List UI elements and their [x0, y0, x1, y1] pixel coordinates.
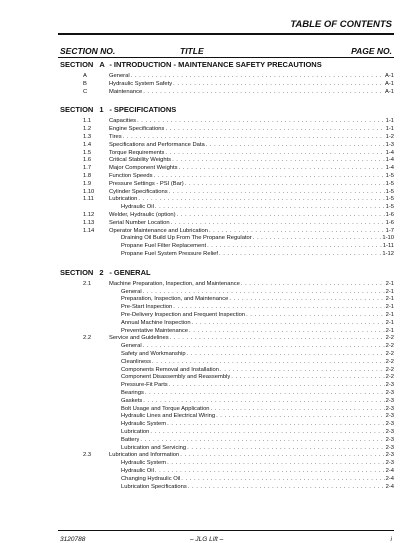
toc-entry[interactable]: [0, 389, 394, 397]
toc-entry-page: 2-2: [385, 335, 394, 342]
toc-entry-page: 2-3: [385, 405, 394, 412]
toc-entry-page: 1-4: [385, 157, 394, 164]
toc-entry-title: Pre-Start Inspection: [121, 304, 173, 311]
toc-entry[interactable]: [0, 327, 394, 335]
dot-leader: [211, 405, 385, 413]
toc-entry-title: Specifications and Performance Data: [109, 141, 205, 148]
toc-entry[interactable]: [0, 117, 394, 125]
toc-entry-title: Machine Preparation, Inspection, and Maintenance: [109, 280, 240, 287]
toc-entry[interactable]: [0, 428, 394, 436]
toc-entry[interactable]: [0, 156, 394, 164]
toc-entry-page: 1-4: [385, 149, 394, 156]
toc-entry-number: 2.3: [83, 452, 92, 459]
toc-entry[interactable]: [0, 303, 394, 311]
toc-entry-title: Draining Oil Build Up From The Propane Regulator: [121, 235, 252, 242]
dot-leader: [131, 72, 384, 80]
section-title: - GENERAL: [109, 267, 151, 277]
toc-entry-title: General: [109, 73, 130, 79]
dot-leader: [143, 288, 385, 296]
section-number: 2: [99, 267, 104, 277]
footer-center-text: – JLG Lift –: [190, 536, 224, 543]
toc-entry-title: Torque Requirements: [109, 149, 165, 156]
toc-entry-page: 2-3: [385, 413, 394, 420]
dot-leader: [165, 149, 384, 157]
toc-entry-title: Welder, Hydraulic (option): [109, 212, 176, 218]
toc-entry-title: Battery: [121, 436, 140, 443]
toc-entry[interactable]: [0, 475, 394, 483]
footer-page-number: i: [390, 536, 392, 543]
toc-entry[interactable]: [0, 133, 394, 141]
toc-entry-title: Changing Hydraulic Oil: [121, 475, 181, 482]
toc-entry-number: 1.8: [83, 173, 92, 179]
toc-entry-title: Engine Specifications: [109, 126, 165, 133]
toc-entry-number: 1.11: [83, 196, 94, 203]
toc-entry-page: 2-3: [385, 397, 394, 404]
dot-leader: [167, 420, 385, 428]
dot-leader: [209, 227, 385, 235]
section-title: - INTRODUCTION - MAINTENANCE SAFETY PRECAUTIONS: [109, 60, 322, 69]
toc-entry-title: Hydraulic System: [121, 460, 167, 467]
toc-entry-title: Hydraulic System: [121, 421, 167, 428]
dot-leader: [169, 381, 385, 389]
toc-entry-title: Annual Machine Inspection: [121, 319, 191, 326]
toc-entry-number: C: [83, 88, 88, 95]
toc-entry-title: Cleanliness: [121, 358, 151, 365]
dot-leader: [172, 156, 385, 164]
toc-entry-page: 1-11: [382, 243, 394, 250]
toc-entry-page: 1-1: [385, 126, 394, 133]
toc-entry-number: 1.12: [83, 212, 95, 218]
toc-entry-number: 1.2: [83, 126, 92, 133]
section-label: SECTION: [60, 267, 94, 277]
section-number: 1: [99, 105, 104, 115]
dot-leader: [229, 295, 384, 303]
toc-entry-page: 2-2: [385, 343, 394, 350]
page-header-title: TABLE OF CONTENTS: [290, 19, 392, 30]
toc-entry-number: 1.4: [83, 141, 92, 148]
toc-entry[interactable]: [0, 227, 394, 235]
dot-leader: [253, 234, 382, 242]
toc-entry-title: Maintenance: [109, 88, 143, 95]
toc-entry-page: 2-3: [385, 436, 394, 443]
toc-entry-title: Critical Stability Weights: [109, 157, 172, 164]
toc-entry-title: Preparation, Inspection, and Maintenance: [121, 296, 229, 303]
toc-entry[interactable]: [0, 172, 394, 180]
toc-entry-page: 2-1: [385, 327, 394, 334]
dot-leader: [143, 88, 384, 96]
toc-entry[interactable]: [0, 405, 394, 413]
footer-doc-number: 3120788: [60, 536, 86, 543]
toc-entry-page: A-1: [384, 80, 394, 87]
dot-leader: [155, 203, 385, 211]
toc-entry[interactable]: [0, 203, 394, 211]
toc-entry[interactable]: [0, 444, 394, 452]
toc-entry-title: Hydraulic Lines and Electrical Wiring: [121, 413, 216, 420]
toc-entry-page: 2-2: [385, 358, 394, 365]
dot-leader: [167, 459, 385, 467]
toc-entry-title: Hydraulic Oil: [121, 468, 154, 474]
toc-entry-title: Pressure Settings - PSI (Bar): [109, 180, 184, 187]
toc-entry-number: 1.14: [83, 227, 95, 234]
toc-entry-title: Pressure-Fit Parts: [121, 382, 168, 389]
toc-entry-title: Preventative Maintenance: [121, 327, 189, 334]
column-heading-page: PAGE NO.: [351, 46, 392, 56]
toc-entry-page: 2-1: [385, 280, 394, 287]
toc-entry-title: Cylinder Specifications: [109, 188, 168, 195]
toc-entry[interactable]: [0, 219, 394, 227]
toc-entry[interactable]: [0, 141, 394, 149]
dot-leader: [179, 164, 385, 172]
toc-entry[interactable]: [0, 334, 394, 342]
dot-leader: [145, 389, 385, 397]
toc-entry-page: 2-3: [385, 444, 394, 451]
toc-entry-number: 2.2: [83, 335, 92, 342]
toc-entry-title: Serial Number Location: [109, 219, 170, 226]
toc-entry-title: Lubrication and Information: [109, 452, 180, 459]
toc-entry-page: 2-3: [385, 421, 394, 428]
toc-entry-title: Bolt Usage and Torque Application: [121, 405, 210, 412]
dot-leader: [185, 180, 385, 188]
toc-entry-title: General: [121, 343, 142, 350]
toc-entry-page: A-1: [384, 73, 394, 79]
dot-leader: [177, 211, 385, 219]
toc-entry-page: 2-4: [385, 483, 394, 490]
section-heading: [60, 105, 176, 114]
toc-entry[interactable]: [0, 180, 394, 188]
dot-leader: [138, 195, 384, 203]
toc-entry[interactable]: [0, 188, 394, 196]
toc-entry-page: 1-6: [385, 219, 394, 226]
toc-entry-title: Propane Fuel System Pressure Relief: [121, 251, 218, 257]
toc-entry[interactable]: [0, 149, 394, 157]
dot-leader: [219, 250, 381, 258]
dot-leader: [140, 436, 384, 444]
toc-entry[interactable]: [0, 373, 394, 381]
toc-entry-page: A-1: [384, 88, 394, 95]
toc-entry-page: 2-4: [385, 475, 394, 482]
toc-entry[interactable]: [0, 436, 394, 444]
toc-entry-page: 2-3: [385, 429, 394, 435]
dot-leader: [216, 412, 385, 420]
toc-entry-page: 1-5: [385, 173, 394, 179]
toc-entry[interactable]: [0, 250, 394, 258]
dot-leader: [206, 141, 385, 149]
toc-entry-title: Hydraulic Oil: [121, 204, 154, 211]
toc-entry[interactable]: [0, 412, 394, 420]
toc-entry-number: 1.10: [83, 188, 95, 195]
toc-entry-page: 2-1: [385, 312, 394, 318]
section-title: - SPECIFICATIONS: [109, 105, 177, 115]
toc-entry-number: 1.3: [83, 134, 92, 140]
toc-entry[interactable]: [0, 195, 394, 203]
toc-entry-page: 1-5: [385, 188, 394, 195]
dot-leader: [246, 311, 385, 319]
toc-entry-title: Lubrication: [121, 429, 150, 435]
toc-entry-page: 1-10: [382, 235, 394, 242]
section-label: SECTION: [60, 105, 94, 115]
toc-entry-number: B: [83, 80, 87, 87]
toc-entry[interactable]: [0, 366, 394, 374]
toc-entry-title: Hydraulic System Safety: [109, 80, 173, 87]
dot-leader: [231, 373, 384, 381]
column-heading-rule: [58, 57, 394, 58]
dot-leader: [143, 397, 384, 405]
toc-entry-page: 1-5: [385, 180, 394, 187]
dot-leader: [180, 451, 384, 459]
toc-entry[interactable]: [0, 358, 394, 366]
toc-entry-number: 1.1: [83, 118, 92, 125]
toc-entry-number: 1.13: [83, 219, 95, 226]
toc-entry-number: 2.1: [83, 280, 92, 287]
toc-entry[interactable]: [0, 451, 394, 459]
dot-leader: [207, 242, 382, 250]
toc-entry-title: Operator Maintenance and Lubrication: [109, 227, 208, 234]
dot-leader: [173, 303, 384, 311]
toc-entry-title: Major Component Weights: [109, 165, 178, 172]
section-heading: [60, 268, 151, 277]
toc-entry-title: Safety and Workmanship: [121, 351, 186, 357]
toc-entry-title: Gaskets: [121, 397, 143, 404]
toc-entry-page: 1-12: [382, 251, 394, 257]
toc-entry-page: 2-3: [385, 390, 394, 396]
toc-entry[interactable]: [0, 420, 394, 428]
toc-entry-page: 1-2: [385, 134, 394, 140]
toc-entry-title: Function Speeds: [109, 173, 153, 179]
dot-leader: [143, 342, 385, 350]
toc-entry[interactable]: [0, 211, 394, 219]
toc-entry[interactable]: [0, 311, 394, 319]
toc-entry-title: Service and Guidelines: [109, 335, 169, 342]
dot-leader: [155, 467, 385, 475]
toc-entry[interactable]: [0, 381, 394, 389]
dot-leader: [181, 475, 384, 483]
toc-entry[interactable]: [0, 295, 394, 303]
toc-entry[interactable]: [0, 342, 394, 350]
toc-entry-page: 2-2: [385, 366, 394, 373]
dot-leader: [189, 327, 385, 335]
toc-entry-page: 2-1: [385, 304, 394, 311]
toc-entry[interactable]: [0, 125, 394, 133]
dot-leader: [220, 366, 385, 374]
toc-entry-page: 2-3: [385, 452, 394, 459]
toc-entry-page: 2-3: [385, 460, 394, 467]
toc-entry-page: 1-6: [385, 212, 394, 218]
toc-entry-page: 1-5: [385, 196, 394, 203]
toc-entry-number: A: [83, 73, 87, 79]
dot-leader: [169, 188, 385, 196]
toc-entry-title: Tires: [109, 134, 122, 140]
toc-entry-page: 2-4: [385, 468, 394, 474]
dot-leader: [241, 280, 385, 288]
toc-entry-page: 1-7: [385, 227, 394, 234]
column-heading-title: TITLE: [180, 46, 204, 56]
dot-leader: [171, 219, 385, 227]
toc-entry[interactable]: [0, 319, 394, 327]
dot-leader: [170, 334, 385, 342]
toc-entry-number: 1.6: [83, 157, 92, 164]
dot-leader: [188, 483, 385, 491]
dot-leader: [152, 358, 385, 366]
toc-entry-number: 1.9: [83, 180, 92, 187]
dot-leader: [123, 133, 385, 141]
dot-leader: [165, 125, 384, 133]
toc-entry[interactable]: [0, 88, 394, 96]
toc-entry-title: Lubrication: [109, 196, 138, 203]
toc-entry-page: 2-2: [385, 374, 394, 381]
toc-entry-title: Lubrication Specifications: [121, 483, 187, 490]
header-rule: [58, 33, 394, 35]
toc-entry[interactable]: [0, 72, 394, 80]
toc-entry-number: 1.5: [83, 149, 92, 156]
column-heading-section: SECTION NO.: [60, 46, 116, 56]
toc-entry[interactable]: [0, 459, 394, 467]
toc-entry[interactable]: [0, 467, 394, 475]
toc-entry-title: Capacities: [109, 118, 137, 125]
dot-leader: [137, 117, 385, 125]
dot-leader: [187, 350, 385, 358]
toc-entry-title: Lubrication and Servicing: [121, 444, 187, 451]
toc-entry-page: 2-1: [385, 288, 394, 295]
toc-entry-page: 2-1: [385, 319, 394, 326]
toc-entry-title: Bearings: [121, 390, 144, 396]
toc-entry[interactable]: [0, 280, 394, 288]
section-number: A: [99, 60, 105, 69]
toc-entry-page: 2-2: [385, 351, 394, 357]
footer-rule: [58, 530, 394, 531]
dot-leader: [173, 80, 384, 88]
toc-entry-page: 2-1: [385, 296, 394, 303]
toc-entry-title: Components Removal and Installation: [121, 366, 219, 373]
dot-leader: [192, 319, 385, 327]
toc-entry-title: Pre-Delivery Inspection and Frequent Inspection: [121, 312, 246, 318]
toc-entry[interactable]: [0, 288, 394, 296]
toc-entry[interactable]: [0, 164, 394, 172]
toc-entry[interactable]: [0, 397, 394, 405]
toc-entry-page: 1-3: [385, 141, 394, 148]
toc-entry-page: 1-5: [385, 204, 394, 211]
toc-entry[interactable]: [0, 350, 394, 358]
toc-entry-number: 1.7: [83, 165, 92, 172]
dot-leader: [187, 444, 385, 452]
toc-entry[interactable]: [0, 80, 394, 88]
toc-entry-title: General: [121, 288, 142, 295]
dot-leader: [150, 428, 384, 436]
toc-entry-page: 2-3: [385, 382, 394, 389]
toc-entry[interactable]: [0, 483, 394, 491]
toc-entry-title: Component Disassembly and Reassembly: [121, 374, 231, 381]
section-label: SECTION: [60, 60, 94, 69]
section-heading: [60, 60, 322, 69]
toc-entry-title: Propane Fuel Filter Replacement: [121, 243, 207, 250]
dot-leader: [154, 172, 385, 180]
toc-entry-page: 1-4: [385, 165, 394, 172]
toc-entry[interactable]: [0, 234, 394, 242]
toc-entry-page: 1-1: [385, 118, 394, 125]
toc-entry[interactable]: [0, 242, 394, 250]
